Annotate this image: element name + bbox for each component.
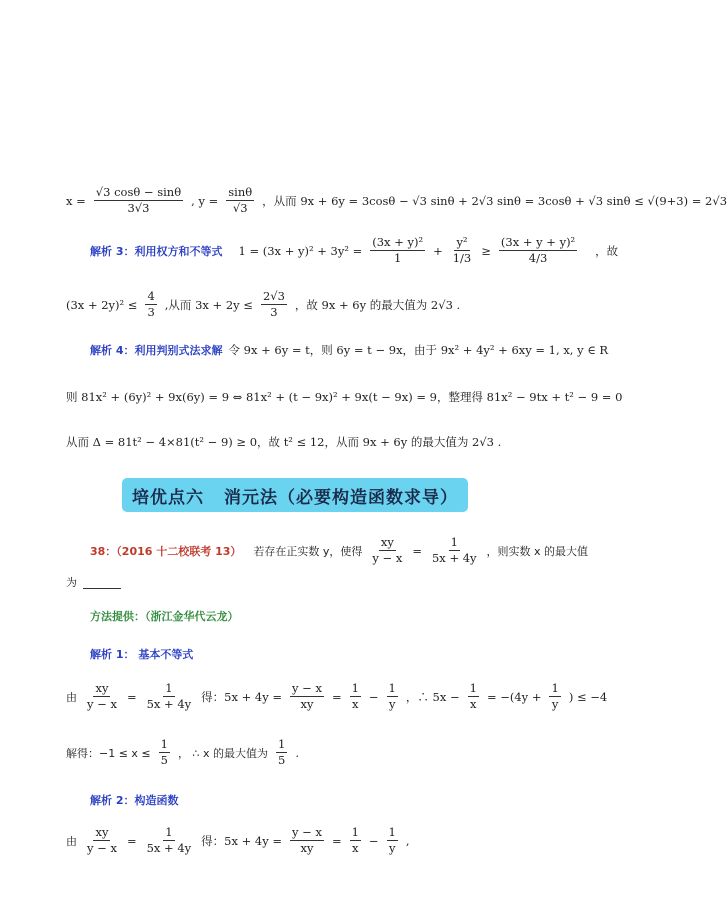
equals-sign: = [126,833,137,848]
plus-sign: + [433,243,443,258]
problem-frac-2: $\frac{1}{5x + 4y}$ [431,535,477,566]
x-fraction: $\frac{√3 \cos\theta - \sin\theta}{3√3}$ [95,185,182,216]
method-provider: 方法提供：（浙江金华代云龙） [90,610,239,623]
problem-frac-1: $\frac{xy}{y - x}$ [372,535,403,566]
sol1-result-line [66,738,299,767]
sol1-frac-3: $\frac{y - x}{xy}$ [292,681,322,712]
problem-text-2: ，则实数 x 的最大值 [486,544,589,558]
sol2-by: 由 [66,834,77,848]
sol2-de: 得：5x + 4y = [201,833,282,848]
method-provider-line [90,608,239,624]
sol2-label-line [90,792,178,808]
sol1-frac-4: $\frac{1}{x}$ [351,681,359,712]
sol2-frac-1: $\frac{xy}{y - x}$ [87,825,117,856]
sol2-frac-4: $\frac{1}{x}$ [351,825,359,856]
solution-line-5 [66,389,622,405]
method-4-text: 令 9x + 6y = t，则 6y = t − 9x，由于 9x² + 4y² + 6xy = 1, x, y ∈ R [228,343,609,357]
equals-sign: = [331,689,342,704]
equals-sign: = [331,833,342,848]
line3-frac-1: $\frac{4}{3}$ [147,289,155,320]
line3-part-a: (3x + 2y)² ≤ [66,297,138,312]
line3-frac-2: $\frac{2√3}{3}$ [262,289,285,320]
sol1-label-line [90,646,193,662]
method-3-tail: ，故 [595,243,619,258]
sol2-frac-5: $\frac{1}{y}$ [388,825,396,856]
sol1-label: 解析 1： 基本不等式 [90,648,194,661]
sol1-frac-5: $\frac{1}{y}$ [388,681,396,712]
sol1-eq3: = −(4y + [486,689,542,704]
minus-sign: − [368,833,379,848]
line1-conclusion: ，从而 9x + 6y = 3cosθ − √3 sinθ + 2√3 sinθ = 3cosθ + √3 sinθ ≤ √(9+3) = 2√3 [262,193,727,208]
solution-line-6 [66,434,501,450]
sol1-de: 得：5x + 4y = [201,689,282,704]
sol2-frac-2: $\frac{1}{5x + 4y}$ [146,825,192,856]
sol1-frac-2: $\frac{1}{5x + 4y}$ [146,681,192,712]
sol1-then: ，∴ 5x − [405,689,460,704]
sol1-end: ) ≤ −4 [568,689,608,704]
method-4-line [90,342,608,358]
sol1-result-c: . [295,745,299,760]
sol2-eq-line [66,826,410,855]
sol1-result-a: 解得：−1 ≤ x ≤ [66,746,151,760]
method-3-label: 解析 3：利用权方和不等式 [90,244,223,258]
line5-text: 则 81x² + (6y)² + 9x(6y) = 9 ⇔ 81x² + (t − 9x)² + 9x(t − 9x) = 9，整理得 81x² − 9tx + t² − 9 = 0 [66,390,623,404]
sol1-result-frac-2: $\frac{1}{5}$ [277,737,286,768]
line3-part-b: ,从而 3x + 2y ≤ [164,297,253,312]
equals-sign: = [412,543,422,558]
problem-text-1: 若存在正实数 y，使得 [253,544,363,558]
sol2-end: , [405,833,410,848]
minus-sign: − [368,689,379,704]
problem-tag: 38：（2016 十二校联考 13） [90,544,242,558]
banner-left-text: 培优点六 [132,487,204,508]
sol1-frac-6: $\frac{1}{x}$ [469,681,477,712]
solution-line-3 [66,290,460,319]
method-3-frac-1: $\frac{\text{(3x + y)²}}{1}$ [372,235,424,266]
y-expression: , y = [191,193,219,208]
line3-part-c: ，故 9x + 6y 的最大值为 2√3 . [294,297,461,312]
sol2-frac-3: $\frac{y - x}{xy}$ [292,825,322,856]
sol1-frac-7: $\frac{1}{y}$ [551,681,559,712]
method-3-line [90,236,618,265]
section-banner [122,478,468,512]
banner-right-text: 消元法（必要构造函数求导） [224,487,458,508]
method-3-frac-2: $\frac{\text{y²}}{1/3}$ [452,235,472,266]
answer-blank [83,576,121,589]
sol1-result-frac-1: $\frac{1}{5}$ [160,737,168,768]
sol1-eq-line [66,682,607,711]
problem-38-answer-line [66,574,121,590]
problem-text-3: 为 [66,576,77,589]
geq-sign: ≥ [481,243,491,258]
equals-sign: = [126,689,137,704]
solution-line-1 [66,186,727,215]
sol1-by: 由 [66,690,77,704]
line6-text: 从而 Δ = 81t² − 4×81(t² − 9) ≥ 0，故 t² ≤ 12，从而 9x + 6y 的最大值为 2√3 . [66,435,502,449]
sol1-frac-1: $\frac{xy}{y - x}$ [87,681,117,712]
method-4-label: 解析 4：利用判别式法求解 [90,344,223,357]
sol1-result-b: ， ∴ x 的最大值为 [177,746,268,760]
y-fraction: $\frac{\sin\theta}{√3}$ [228,185,253,216]
method-3-eq-start: 1 = (3x + y)² + 3y² = [238,243,363,258]
x-expression: x = [66,193,86,208]
sol2-label: 解析 2：构造函数 [90,794,179,807]
problem-38-line [90,536,588,565]
method-3-frac-3: $\frac{\text{(3x + y + y)²}}{4/3}$ [500,235,576,266]
